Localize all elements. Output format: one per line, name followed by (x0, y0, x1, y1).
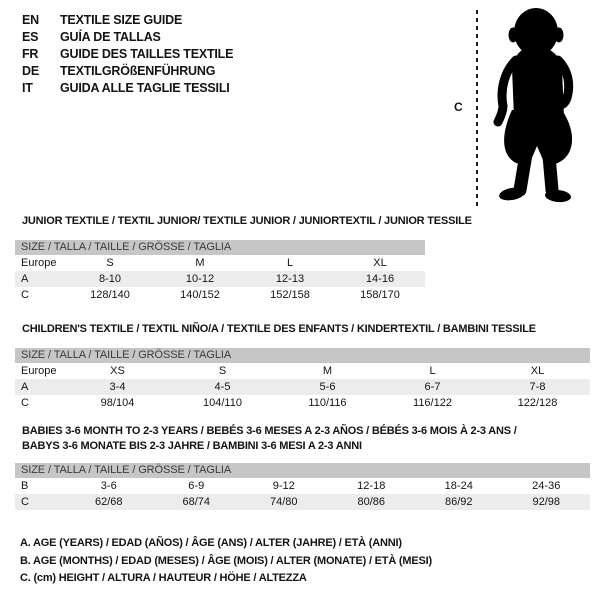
language-list (22, 12, 233, 97)
table-row-height (15, 287, 425, 303)
size-cell: 24-36 (532, 480, 561, 492)
language-title: TEXTILE SIZE GUIDE (60, 13, 183, 27)
row-label: C (21, 496, 29, 508)
row-label: C (21, 289, 29, 301)
language-title: TEXTILGRÖßENFÜHRUNG (60, 64, 216, 78)
size-figure (440, 0, 600, 212)
babies-table-title (22, 424, 517, 454)
size-cell: 140/152 (180, 289, 220, 301)
size-header-bar: SIZE / TALLA / TAILLE / GRÖSSE / TAGLIA (15, 463, 590, 478)
language-code: ES (22, 30, 39, 44)
language-row (22, 46, 233, 63)
language-row (22, 29, 233, 46)
size-cell: XL (373, 257, 387, 269)
size-cell: 92/98 (532, 496, 561, 508)
size-cell: XL (530, 365, 545, 377)
table-row-height (15, 494, 590, 510)
language-row (22, 63, 233, 80)
row-label: C (21, 397, 29, 409)
size-cell: 10-12 (185, 273, 215, 285)
size-cell: 98/104 (100, 397, 135, 409)
size-cell: 62/68 (94, 496, 123, 508)
footnotes (20, 535, 432, 588)
size-cell: 18-24 (444, 480, 473, 492)
size-cell: 122/128 (517, 397, 558, 409)
language-row (22, 12, 233, 29)
size-cell: 12-18 (357, 480, 386, 492)
footnote-c: C. (cm) HEIGHT / ALTURA / HAUTEUR / HÖHE / ALTEZZA (20, 572, 307, 584)
size-cell: L (429, 365, 436, 377)
size-cell: 12-13 (275, 273, 305, 285)
footnote-b: B. AGE (MONTHS) / EDAD (MESES) / ÂGE (MOIS) / ALTER (MONATE) / ETÀ (MESI) (20, 554, 432, 567)
table-row-height (15, 395, 590, 411)
size-cell: 5-6 (319, 381, 336, 393)
row-label: Europe (21, 365, 57, 377)
table-row-age-months (15, 478, 590, 494)
size-cell: 3-4 (109, 381, 126, 393)
size-cell: 14-16 (365, 273, 395, 285)
table-row-europe (15, 363, 590, 379)
row-label: A (21, 273, 29, 285)
size-cell: 6-9 (188, 480, 205, 492)
size-cell: L (286, 257, 294, 269)
size-cell: 152/158 (270, 289, 310, 301)
size-cell: S (218, 365, 227, 377)
row-label: Europe (21, 257, 57, 269)
language-code: DE (22, 64, 39, 78)
size-cell: 116/122 (413, 397, 452, 409)
size-cell: 80/86 (357, 496, 386, 508)
language-code: EN (22, 13, 39, 27)
size-cell: M (322, 365, 333, 377)
table-row-age (15, 271, 425, 287)
language-title: GUÍA DE TALLAS (60, 30, 161, 44)
size-cell: 74/80 (269, 496, 298, 508)
children-size-table (15, 348, 590, 411)
size-header-bar: SIZE / TALLA / TAILLE / GRÖSSE / TAGLIA (15, 240, 425, 255)
size-cell: XS (110, 365, 125, 377)
size-cell: 9-12 (272, 480, 295, 492)
size-header-bar: SIZE / TALLA / TAILLE / GRÖSSE / TAGLIA (15, 348, 590, 363)
language-row (22, 80, 233, 97)
language-code: FR (22, 47, 39, 61)
children-table-title: CHILDREN'S TEXTILE / TEXTIL NIÑO/A / TEXTILE DES ENFANTS / KINDERTEXTIL / BAMBINI TESSILE (22, 323, 536, 335)
size-cell: M (195, 257, 205, 269)
junior-table-title: JUNIOR TEXTILE / TEXTIL JUNIOR/ TEXTILE JUNIOR / JUNIORTEXTIL / JUNIOR TESSILE (22, 215, 472, 227)
size-cell: 3-6 (100, 480, 117, 492)
footnote-a: A. AGE (YEARS) / EDAD (AÑOS) / ÂGE (ANS) / ALTER (JAHRE) / ETÀ (ANNI) (20, 537, 402, 549)
size-cell: 110/116 (308, 397, 347, 409)
language-title: GUIDA ALLE TAGLIE TESSILI (60, 81, 230, 95)
language-code: IT (22, 81, 33, 95)
size-cell: 86/92 (444, 496, 473, 508)
size-cell: 104/110 (203, 397, 242, 409)
language-title: GUIDE DES TAILLES TEXTILE (60, 47, 234, 61)
figure-label-c: C (454, 100, 463, 114)
babies-title-line1: BABIES 3-6 MONTH TO 2-3 YEARS / BEBÉS 3-6 MESES A 2-3 AÑOS / BÉBÉS 3-6 MOIS À 2-3 ANS / (22, 425, 517, 437)
size-cell: 4-5 (214, 381, 231, 393)
height-measure-line (476, 10, 478, 206)
row-label: A (21, 381, 29, 393)
size-cell: 128/140 (90, 289, 130, 301)
size-cell: 158/170 (360, 289, 400, 301)
row-label: B (21, 480, 29, 492)
size-cell: S (106, 257, 114, 269)
babies-size-table (15, 463, 590, 510)
size-cell: 68/74 (182, 496, 211, 508)
size-cell: 7-8 (529, 381, 546, 393)
babies-title-line2: BABYS 3-6 MONATE BIS 2-3 JAHRE / BAMBINI 3-6 MESI A 2-3 ANNI (22, 440, 362, 452)
size-cell: 8-10 (98, 273, 122, 285)
size-cell: 6-7 (424, 381, 441, 393)
table-row-age (15, 379, 590, 395)
junior-size-table (15, 240, 425, 303)
baby-silhouette-icon (490, 6, 584, 206)
table-row-europe (15, 255, 425, 271)
